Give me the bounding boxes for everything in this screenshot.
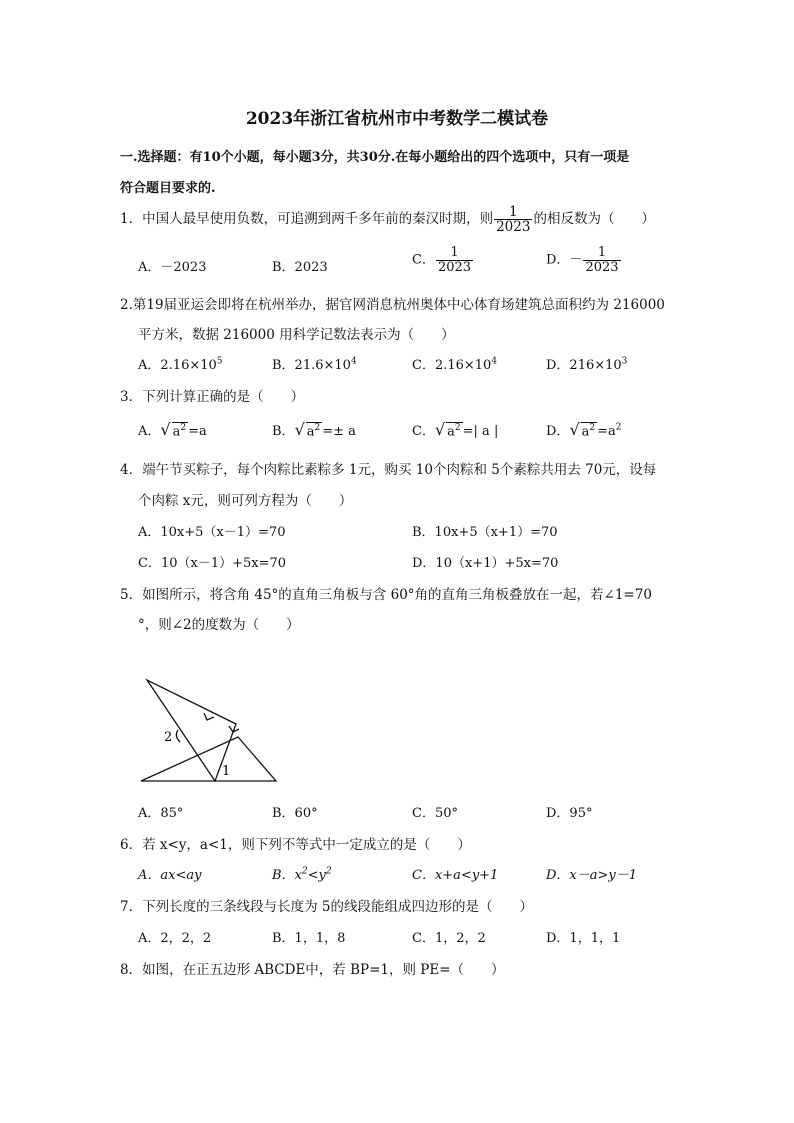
option-exponent: 3 [621,356,628,367]
option-label: C． [412,252,435,268]
question-1-option-a: A．－2023 [138,260,207,275]
angle-1-label: 1 [222,764,231,779]
option-base: C．2.16×10 [412,358,492,373]
fraction-numerator: 1 [508,204,518,220]
question-2-line-2: 平方米，数据 216000 用科学记数法表示为（ ） [138,327,455,343]
question-6-option-c: C．x+a<y+1 [412,868,499,883]
option-rhs: =| a | [462,424,499,439]
radicand: $a^2$ [306,422,321,439]
question-5-line-1: 5．如图所示，将含角 45°的直角三角板与含 60°角的直角三角板叠放在一起，若∠1=70 [120,587,652,603]
radicand: $a^2$ [447,422,461,439]
triangle-45 [141,737,276,781]
question-4-option-d: D．10（x+1）+5x=70 [412,556,559,571]
question-1-stem [120,205,655,234]
option-rhs: =± a [322,424,356,439]
question-4-option-b: B．10x+5（x+1）=70 [412,525,558,540]
angle-2-arc [176,730,180,742]
fraction-denominator: 2023 [496,219,531,236]
question-6-option-d: D．x－a>y－1 [546,868,638,883]
question-5-option-b: B．60° [272,806,318,821]
question-3-option-b [272,420,356,439]
option-label: A． [138,424,161,439]
right-angle-mark [204,713,214,720]
question-4-option-a: A．10x+5（x－1）=70 [138,525,286,540]
sqrt-icon: √ [160,420,171,439]
question-2-option-d [546,354,627,373]
option-base: B．21.6×10 [272,358,351,373]
option-label: B． [272,424,295,439]
option-base: A．2.16×10 [138,358,217,373]
question-2-line-1: 2.第19届亚运会即将在杭州举办，据官网消息杭州奥体中心体育场建筑总面积约为 216000 [120,297,665,313]
option-exponent: 4 [350,356,357,367]
option-label: C． [412,424,435,439]
fraction-denominator: 2023 [437,259,472,275]
angle-2-label: 2 [164,730,173,745]
question-4-line-1: 4．端午节买粽子，每个肉粽比素粽多 1元，购买 10个肉粽和 5个素粽共用去 70元，设每 [120,462,657,478]
option-rhs-exponent: 2 [615,422,622,433]
question-5-option-c: C．50° [412,806,458,821]
question-6-stem: 6．若 x<y，a<1，则下列不等式中一定成立的是（ ） [120,837,471,853]
option-exponent: 4 [491,356,498,367]
fraction-denominator: 2023 [585,259,619,275]
question-2-option-b [272,354,357,373]
question-1-option-c [412,246,474,274]
option-part: B．x [272,868,302,883]
option-label: D． [546,424,570,439]
section-heading-line-2: 符合题目要求的. [120,181,216,196]
question-2-option-c [412,354,497,373]
option-base: D．216×10 [546,358,622,373]
question-3-option-c [412,420,498,439]
option-part: <y [307,868,326,883]
question-5-line-2: °，则∠2的度数为（ ） [138,617,300,633]
option-rhs: =a [597,424,616,439]
option-label: D．－ [546,252,583,268]
question-7-option-c: C．1，2，2 [412,931,486,946]
question-7-stem: 7．下列长度的三条线段与长度为 5的线段能组成四边形的是（ ） [120,899,533,915]
triangle-figure [130,670,290,790]
question-1-fraction [494,205,532,234]
sqrt-icon: √ [434,420,446,439]
question-3-stem: 3．下列计算正确的是（ ） [120,389,305,405]
page-title: 2023年浙江省杭州市中考数学二模试卷 [245,109,549,129]
question-5-option-a: A．85° [138,806,184,821]
radicand: $a^2$ [172,422,187,439]
question-3-option-a [138,420,207,439]
question-4-option-c: C．10（x－1）+5x=70 [138,556,287,571]
section-heading-line-1: 一.选择题：有10个小题，每小题3分，共30分.在每小题给出的四个选项中，只有一项是 [120,150,630,165]
option-exponent: 2 [301,866,308,877]
question-6-option-a: A．ax<ay [138,868,202,883]
question-1-text-post: 的相反数为（ ） [533,211,655,228]
option-exponent: 2 [325,866,332,877]
question-1-text-pre: 1．中国人最早使用负数，可追溯到两千多年前的秦汉时期，则 [120,211,494,228]
radicand: $a^2$ [581,422,596,439]
option-fraction [436,246,473,274]
question-6-option-b [272,864,332,883]
question-7-option-b: B．1，1，8 [272,931,346,946]
question-7-option-d: D．1，1，1 [546,931,621,946]
question-2-option-a [138,354,223,373]
fraction-numerator: 1 [597,245,607,260]
fraction-numerator: 1 [450,245,459,260]
option-rhs: =a [188,424,207,439]
option-fraction [583,246,620,274]
question-1-option-d [546,246,622,274]
option-exponent: 5 [216,356,223,367]
question-3-option-d [546,420,622,439]
question-4-line-2: 个肉粽 x元，则可列方程为（ ） [138,493,353,509]
question-5-option-d: D．95° [546,806,593,821]
question-8-stem: 8．如图，在正五边形 ABCDE中，若 BP=1，则 PE=（ ） [120,962,505,978]
sqrt-icon: √ [294,420,305,439]
question-1-option-b: B．2023 [272,260,328,275]
question-7-option-a: A．2，2，2 [138,931,212,946]
sqrt-icon: √ [569,420,580,439]
